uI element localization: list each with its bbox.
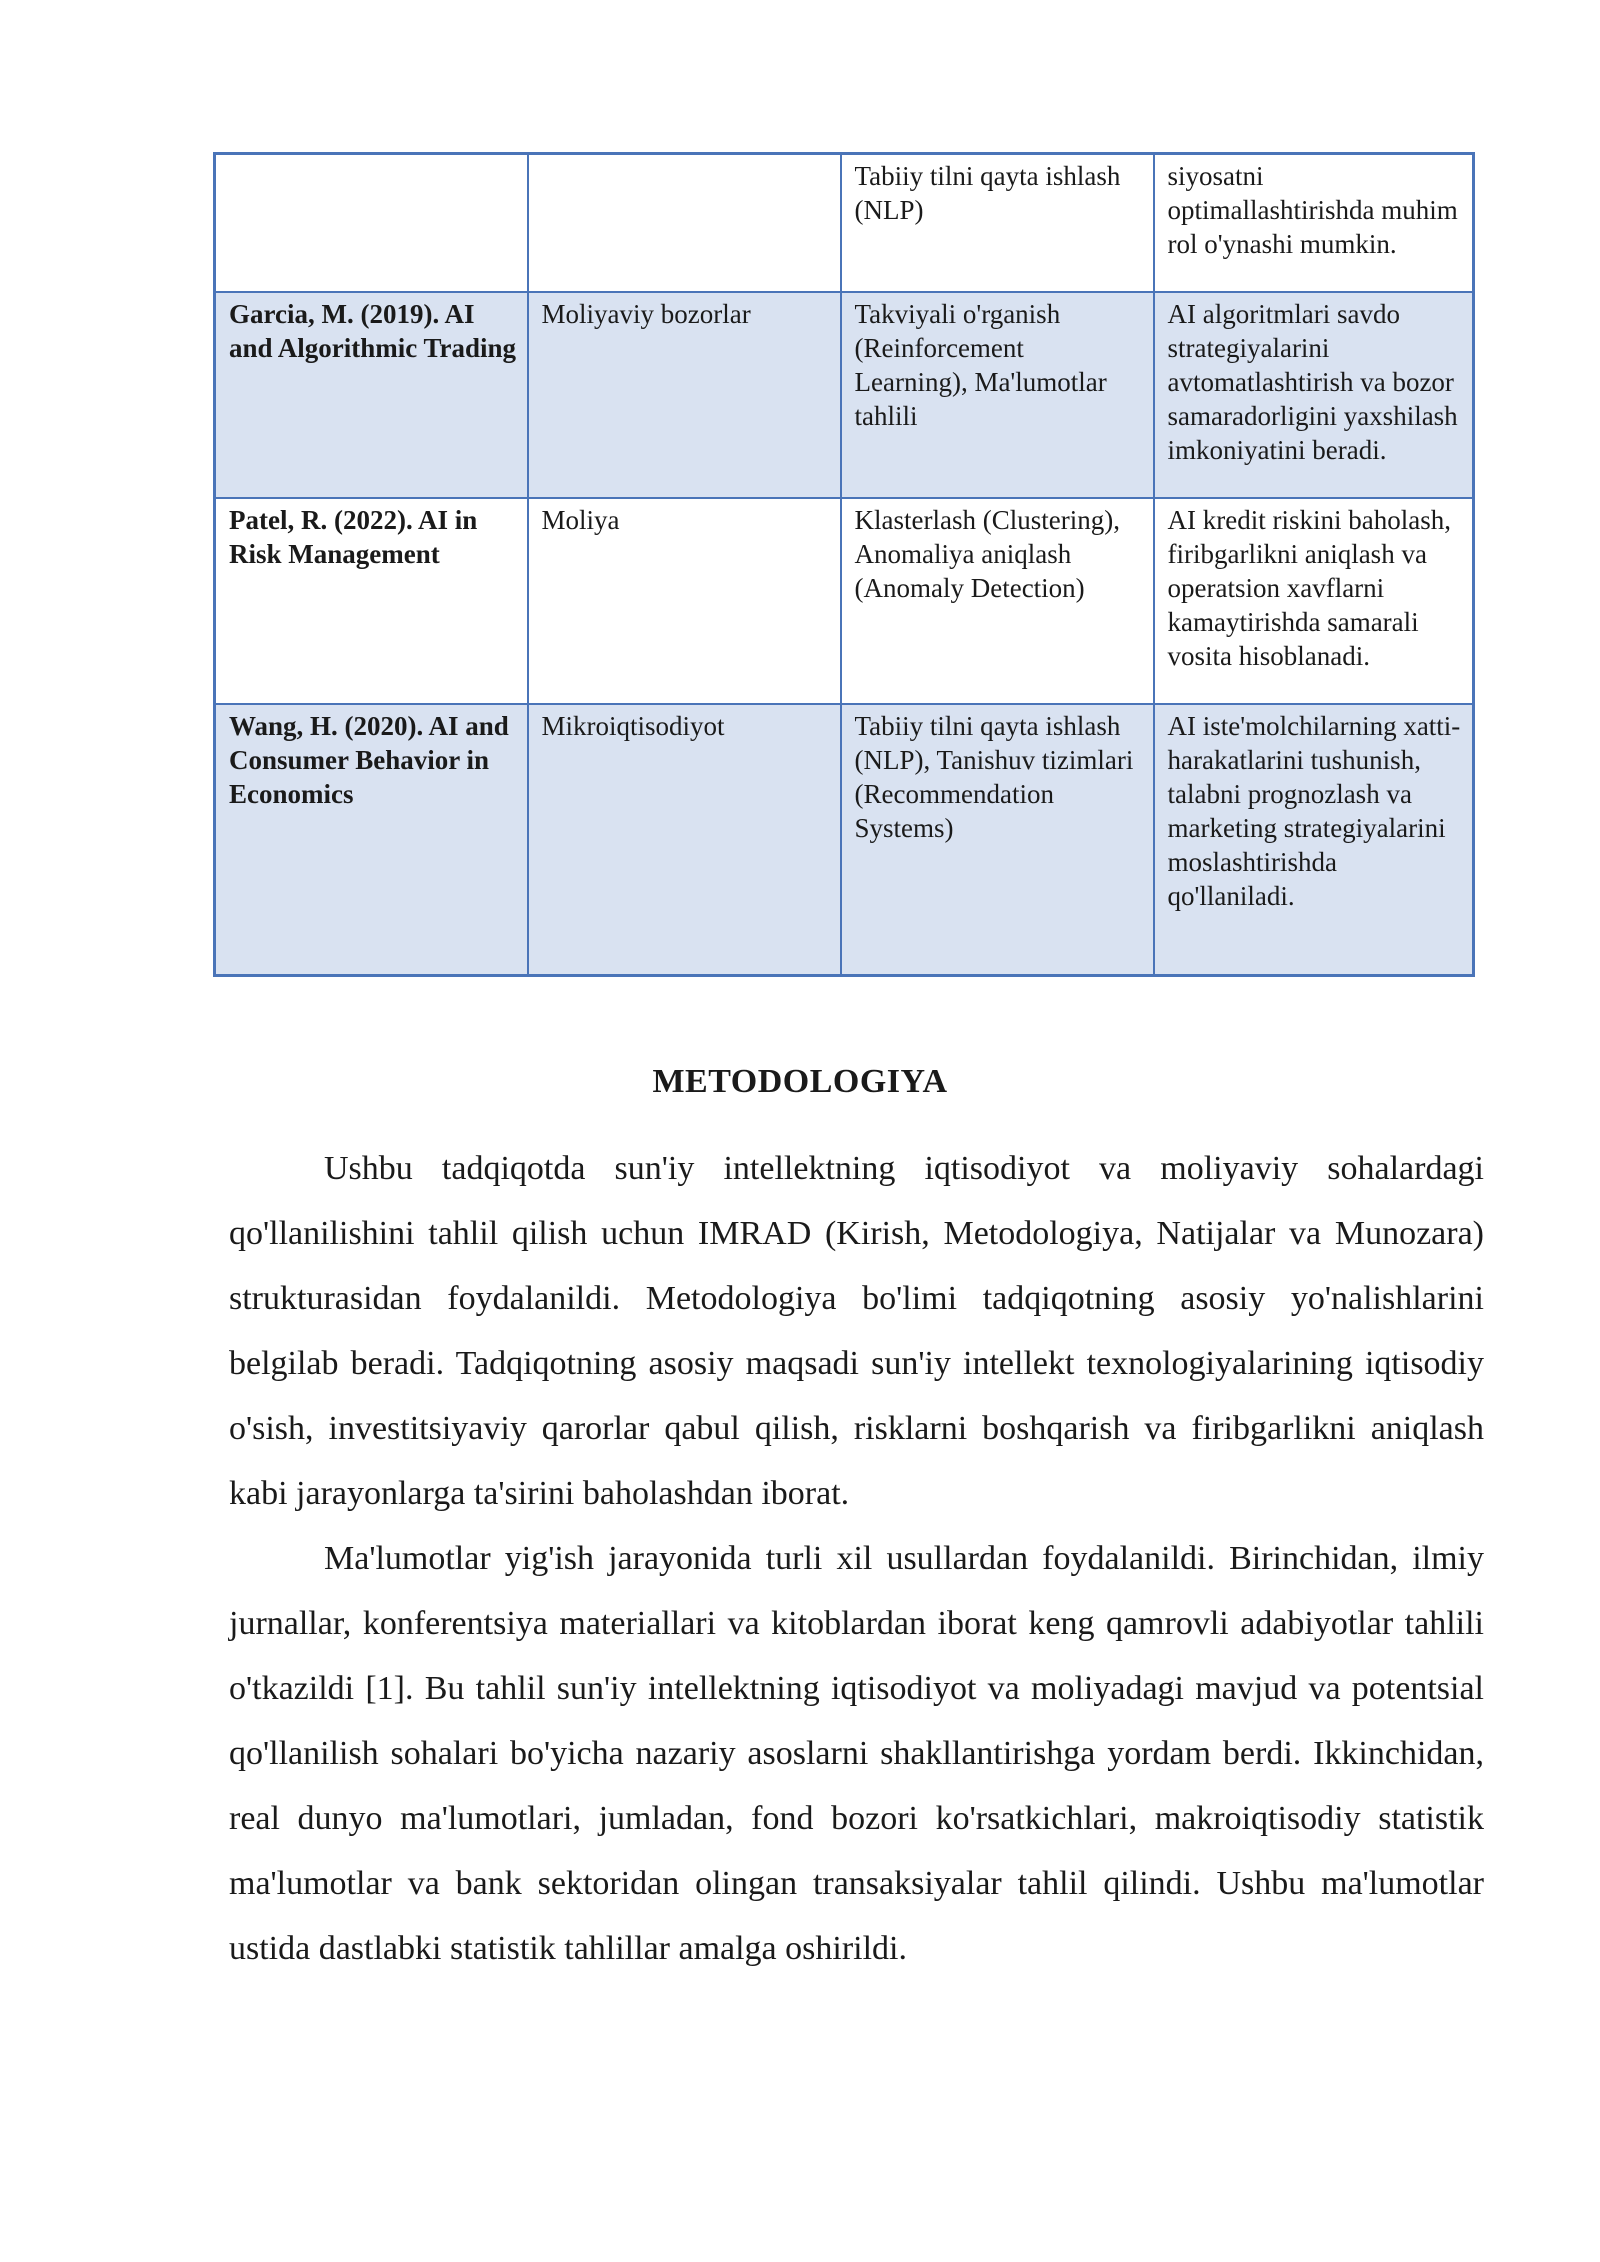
method-cell: Klasterlash (Clustering), Anomaliya aniqlash (Anomaly Detection) bbox=[841, 498, 1154, 704]
finding-cell: AI algoritmlari savdo strategiyalarini avtomatlashtirish va bozor samaradorligini yaxshilash imkoniyatini beradi. bbox=[1154, 292, 1474, 498]
method-cell: Takviyali o'rganish (Reinforcement Learning), Ma'lumotlar tahlili bbox=[841, 292, 1154, 498]
field-cell: Mikroiqtisodiyot bbox=[528, 704, 841, 976]
body-paragraph: Ushbu tadqiqotda sun'iy intellektning iqtisodiyot va moliyaviy sohalardagi qo'llanilishini tahlil qilish uchun IMRAD (Kirish, Metodologiya, Natijalar va Munozara) strukturasidan foydalanildi. Metodologiya bo'limi tadqiqotning asosiy yo'nalishlarini belgilab beradi. Tadqiqotning asosiy maqsadi sun'iy intellekt texnologiyalarining iqtisodiy o'sish, investitsiyaviy qarorlar qabul qilish, risklarni boshqarish va firibgarlikni aniqlash kabi jarayonlarga ta'sirini baholashdan iborat. bbox=[229, 1150, 1484, 1512]
method-cell: Tabiiy tilni qayta ishlash (NLP), Tanishuv tizimlari (Recommendation Systems) bbox=[841, 704, 1154, 976]
source-cell bbox=[215, 154, 528, 292]
method-cell: Tabiiy tilni qayta ishlash (NLP) bbox=[841, 154, 1154, 292]
field-cell: Moliya bbox=[528, 498, 841, 704]
table-row bbox=[215, 498, 1474, 704]
source-cell: Patel, R. (2022). AI in Risk Management bbox=[215, 498, 528, 704]
source-cell: Garcia, M. (2019). AI and Algorithmic Trading bbox=[215, 292, 528, 498]
source-cell: Wang, H. (2020). AI and Consumer Behavior in Economics bbox=[215, 704, 528, 976]
table-row bbox=[215, 704, 1474, 976]
section-body bbox=[229, 1136, 1484, 1981]
finding-cell: AI iste'molchilarning xatti-harakatlarini tushunish, talabni prognozlash va marketing strategiyalarini moslashtirishda qo'llaniladi. bbox=[1154, 704, 1474, 976]
body-paragraph: Ma'lumotlar yig'ish jarayonida turli xil usullardan foydalanildi. Birinchidan, ilmiy jurnallar, konferentsiya materiallari va kitoblardan iborat keng qamrovli adabiyotlar tahlili o'tkazildi [1]. Bu tahlil sun'iy intellektning iqtisodiyot va moliyadagi mavjud va potentsial qo'llanilish sohalari bo'yicha nazariy asoslarni shakllantirishga yordam berdi. Ikkinchidan, real dunyo ma'lumotlari, jumladan, fond bozori ko'rsatkichlari, makroiqtisodiy statistik ma'lumotlar va bank sektoridan olingan transaksiyalar tahlil qilindi. Ushbu ma'lumotlar ustida dastlabki statistik tahlillar amalga oshirildi. bbox=[229, 1540, 1484, 1967]
table-row bbox=[215, 154, 1474, 292]
finding-cell: AI kredit riskini baholash, firibgarlikni aniqlash va operatsion xavflarni kamaytirishda samarali vosita hisoblanadi. bbox=[1154, 498, 1474, 704]
field-cell: Moliyaviy bozorlar bbox=[528, 292, 841, 498]
finding-cell: siyosatni optimallashtirishda muhim rol o'ynashi mumkin. bbox=[1154, 154, 1474, 292]
field-cell bbox=[528, 154, 841, 292]
literature-table bbox=[213, 152, 1475, 977]
table-row bbox=[215, 292, 1474, 498]
section-heading: METODOLOGIYA bbox=[652, 1063, 948, 1100]
